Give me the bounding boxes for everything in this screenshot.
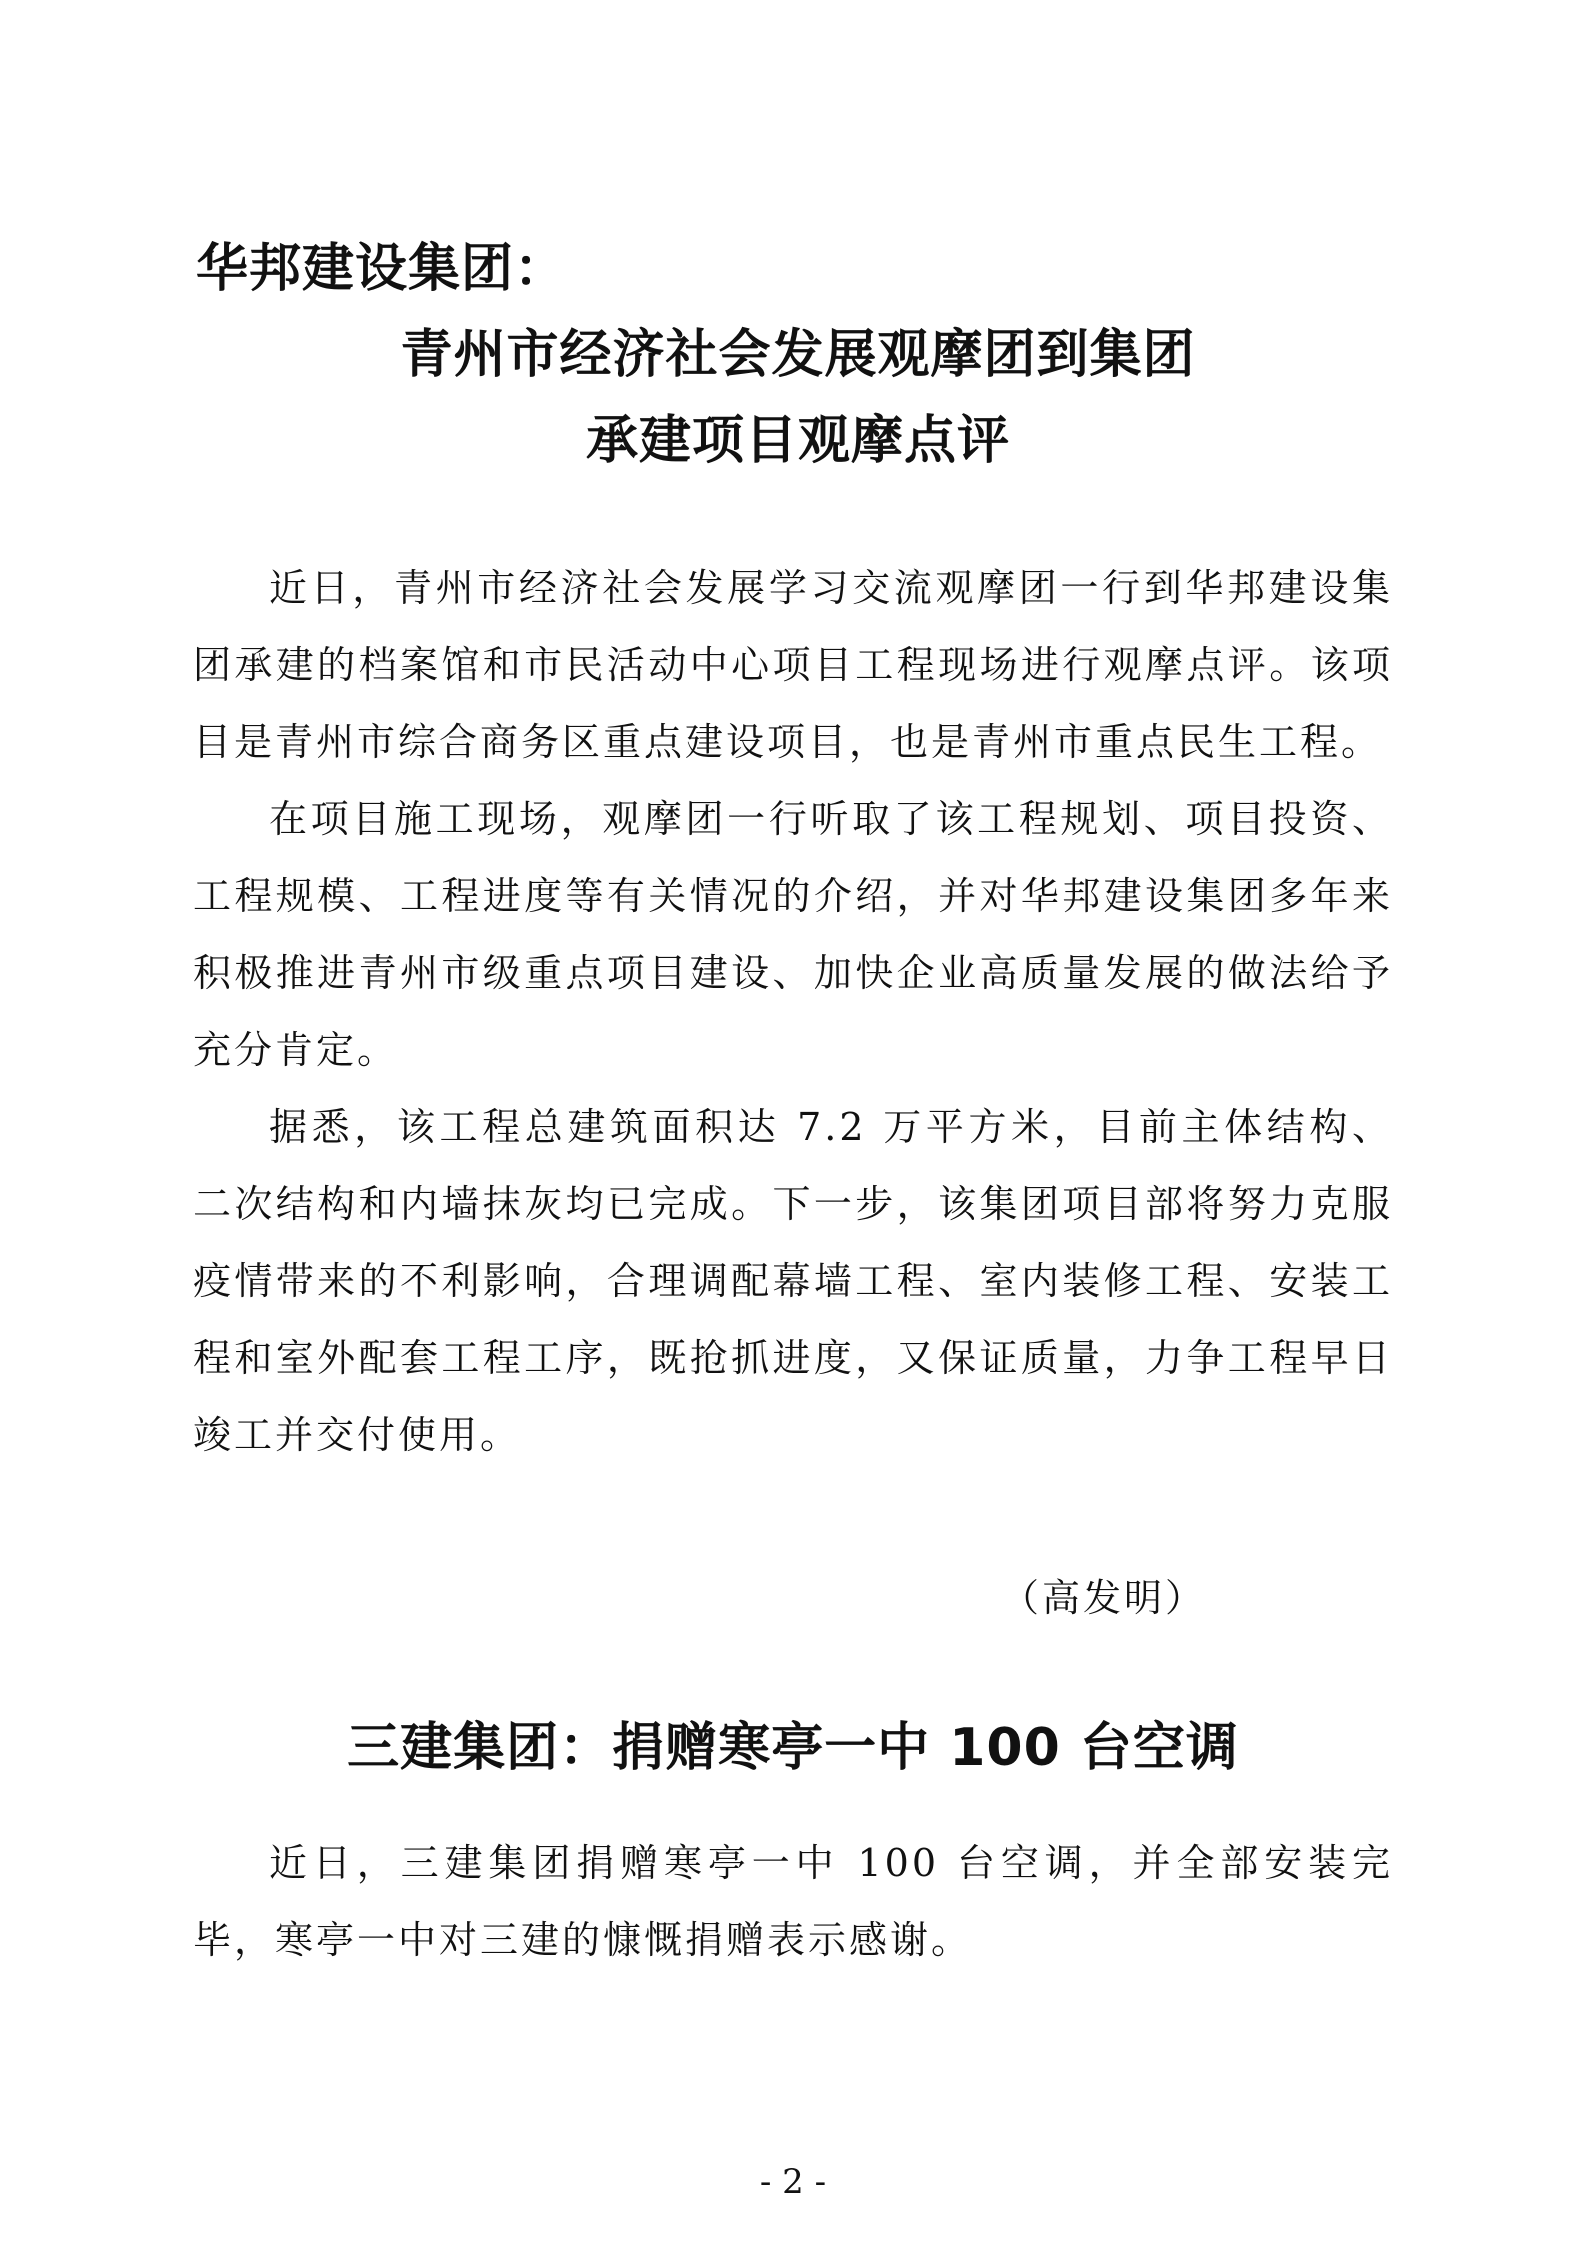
article-2-body [193, 1825, 1393, 1979]
article-1-paragraph-1: 近日，青州市经济社会发展学习交流观摩团一行到华邦建设集团承建的档案馆和市民活动中心项目工程现场进行观摩点评。该项目是青州市综合商务区重点建设项目，也是青州市重点民生工程。 [193, 566, 1393, 764]
article-1-title-line-2: 青州市经济社会发展观摩团到集团 [400, 325, 1196, 385]
article-1-body [193, 550, 1393, 1474]
article-1-title-line-1: 华邦建设集团： [196, 239, 568, 299]
article-1-title-line-3: 承建项目观摩点评 [585, 411, 1010, 471]
article-1-title [0, 226, 1586, 484]
article-1-author: （高发明） [1000, 1576, 1206, 1620]
page-number: - 2 - [759, 2162, 827, 2202]
article-2-title: 三建集团：捐赠寒亭一中 100 台空调 [347, 1718, 1239, 1778]
article-1-paragraph-3: 据悉，该工程总建筑面积达 7.2 万平方米，目前主体结构、二次结构和内墙抹灰均已完成。下一步，该集团项目部将努力克服疫情带来的不利影响，合理调配幕墙工程、室内装修工程、安装工程和室外配套工程工序，既抢抓进度，又保证质量，力争工程早日竣工并交付使用。 [193, 1105, 1393, 1457]
article-2-paragraph-1: 近日，三建集团捐赠寒亭一中 100 台空调，并全部安装完毕，寒亭一中对三建的慷慨捐赠表示感谢。 [193, 1841, 1393, 1962]
article-1-paragraph-2: 在项目施工现场，观摩团一行听取了该工程规划、项目投资、工程规模、工程进度等有关情况的介绍，并对华邦建设集团多年来积极推进青州市级重点项目建设、加快企业高质量发展的做法给予充分肯定。 [193, 797, 1393, 1072]
